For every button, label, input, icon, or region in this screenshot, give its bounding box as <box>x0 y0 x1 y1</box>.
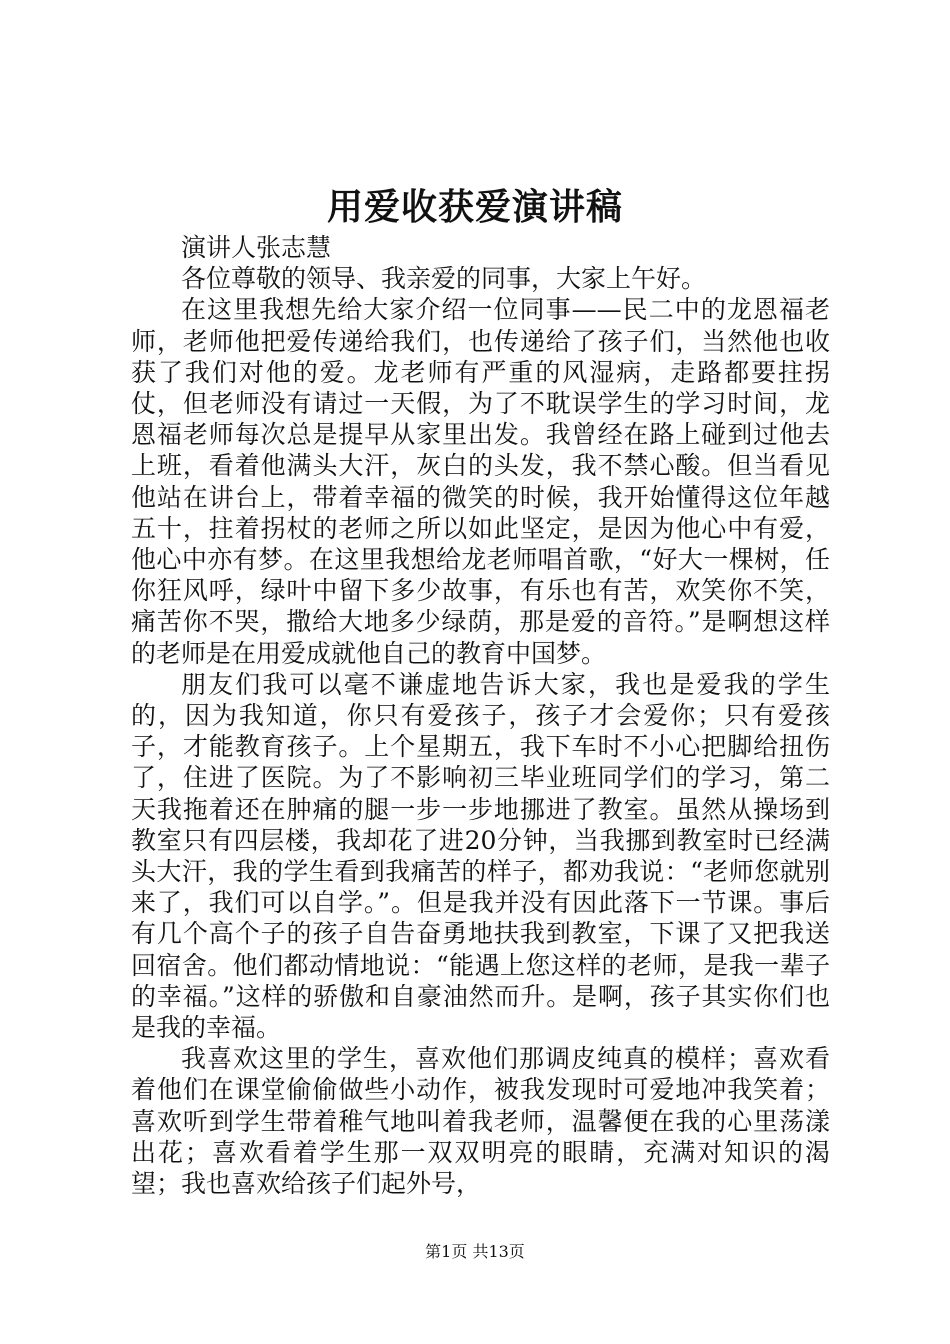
greeting-paragraph: 各位尊敬的领导、我亲爱的同事，大家上午好。 <box>181 264 707 294</box>
body-paragraph: 在这里我想先给大家介绍一位同事——民二中的龙恩福老师，老师他把爱传递给我们，也传递给了孩子们，当然他也收获了我们对他的爱。龙老师有严重的风湿病，走路都要拄拐仗，但老师没有请过一天假，为了不耽误学生的学习时间，龙恩福老师每次总是提早从家里出发。我曾经在路上碰到过他去上班，看着他满头大汗，灰白的头发，我不禁心酸。但当看见他站在讲台上，带着幸福的微笑的时候，我开始懂得这位年越五十，拄着拐杖的老师之所以如此坚定，是因为他心中有爱，他心中亦有梦。在这里我想给龙老师唱首歌，“好大一棵树，任你狂风呼，绿叶中留下多少故事，有乐也有苦，欢笑你不笑，痛苦你不哭，撒给大地多少绿荫，那是爱的音符。”是啊想这样的老师是在用爱成就他自己的教育中国梦。 <box>131 295 830 668</box>
speaker-line: 演讲人张志慧 <box>181 233 332 262</box>
body-paragraph: 我喜欢这里的学生，喜欢他们那调皮纯真的模样；喜欢看着他们在课堂偷偷做些小动作，被我发现时可爱地冲我笑着；喜欢听到学生带着稚气地叫着我老师，温馨便在我的心里荡漾出花；喜欢看着学生那一双双明亮的眼睛，充满对知识的渴望；我也喜欢给孩子们起外号， <box>131 1044 830 1199</box>
page-footer: 第1页 共13页 <box>425 1242 525 1261</box>
document-body <box>131 232 830 1199</box>
body-paragraph: 朋友们我可以毫不谦虚地告诉大家，我也是爱我的学生的，因为我知道，你只有爱孩子，孩子才会爱你；只有爱孩子，才能教育孩子。上个星期五，我下车时不小心把脚给扭伤了，住进了医院。为了不影响初三毕业班同学们的学习，第二天我拖着还在肿痛的腿一步一步地挪进了教室。虽然从操场到教室只有四层楼，我却花了进20分钟，当我挪到教室时已经满头大汗，我的学生看到我痛苦的样子，都劝我说：“老师您就别来了，我们可以自学。”。但是我并没有因此落下一节课。事后有几个高个子的孩子自告奋勇地扶我到教室，下课了又把我送回宿舍。他们都动情地说：“能遇上您这样的老师，是我一辈子的幸福。”这样的骄傲和自豪油然而升。是啊，孩子其实你们也是我的幸福。 <box>131 669 830 1043</box>
page-title: 用爱收获爱演讲稿 <box>326 186 623 228</box>
